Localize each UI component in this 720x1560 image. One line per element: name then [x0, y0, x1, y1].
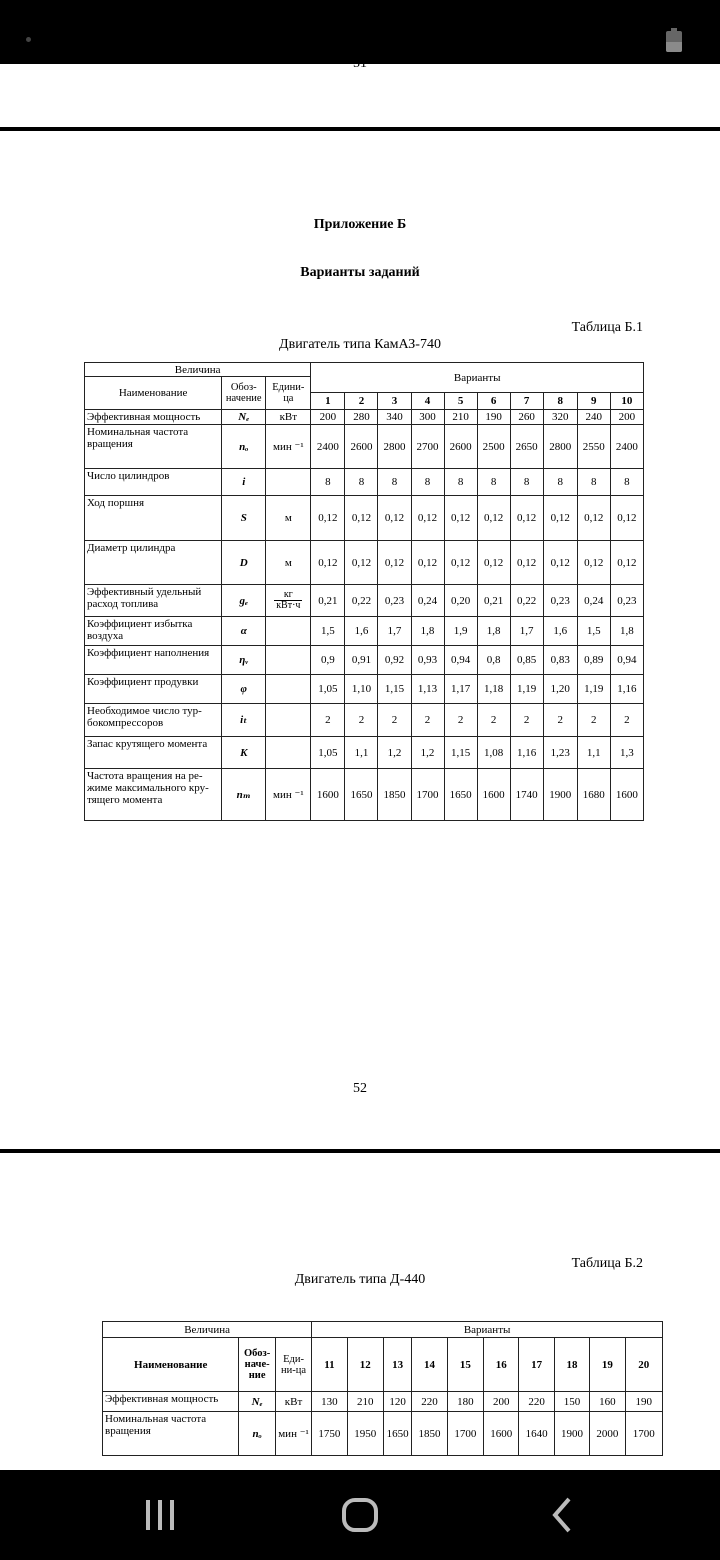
row-name: Эффективная мощность [85, 410, 222, 425]
table-cell: 1,7 [510, 617, 543, 646]
table-cell: 2 [378, 704, 411, 737]
page-number-top: 51 [353, 58, 367, 68]
table-cell: 1680 [577, 769, 610, 821]
table-cell: 1650 [444, 769, 477, 821]
table-row [85, 617, 644, 646]
table-row [85, 704, 644, 737]
table-cell: 0,12 [477, 541, 510, 585]
table-row [85, 410, 644, 425]
table-cell: 1750 [312, 1412, 347, 1456]
row-symbol: iₜ [222, 704, 266, 737]
table-row [85, 646, 644, 675]
row-symbol: ηᵥ [222, 646, 266, 675]
table-cell: 240 [577, 410, 610, 425]
table-cell: 2500 [477, 425, 510, 469]
back-icon [545, 1495, 579, 1535]
row-name: Ход поршня [85, 496, 222, 541]
table-cell: 0,12 [510, 541, 543, 585]
row-symbol: α [222, 617, 266, 646]
table-cell: 1,13 [411, 675, 444, 704]
table-cell: 0,12 [610, 541, 643, 585]
table-cell: 1,05 [311, 675, 345, 704]
row-unit: кВт [275, 1392, 311, 1412]
table-cell: 220 [412, 1392, 447, 1412]
row-unit: мин ⁻¹ [266, 769, 311, 821]
table-cell: 0,12 [411, 541, 444, 585]
table-cell: 1700 [625, 1412, 662, 1456]
variant-number: 1 [311, 393, 345, 410]
table-cell: 1,8 [477, 617, 510, 646]
header-name: Наименование [103, 1338, 239, 1392]
variant-number: 16 [484, 1338, 519, 1392]
table-cell: 0,12 [311, 496, 345, 541]
row-symbol: S [222, 496, 266, 541]
table-cell: 2550 [577, 425, 610, 469]
header-variants: Варианты [311, 363, 644, 393]
table-cell: 200 [484, 1392, 519, 1412]
row-symbol: Nₑ [222, 410, 266, 425]
table-cell: 1950 [347, 1412, 383, 1456]
table-cell: 1,2 [378, 737, 411, 769]
notification-dot-icon [26, 37, 31, 42]
table-cell: 280 [345, 410, 378, 425]
row-symbol: D [222, 541, 266, 585]
table-cell: 120 [383, 1392, 411, 1412]
table-cell: 2 [577, 704, 610, 737]
table-cell: 2 [543, 704, 577, 737]
table-row [85, 737, 644, 769]
row-symbol: nₒ [239, 1412, 275, 1456]
header-unit: Едини- ца [266, 377, 311, 410]
row-name: Число цилиндров [85, 469, 222, 496]
table-cell: 190 [625, 1392, 662, 1412]
table-cell: 8 [311, 469, 345, 496]
table-cell: 0,9 [311, 646, 345, 675]
variant-number: 18 [554, 1338, 589, 1392]
table-cell: 2 [444, 704, 477, 737]
table-cell: 0,24 [411, 585, 444, 617]
table-cell: 1,6 [345, 617, 378, 646]
table-cell: 8 [577, 469, 610, 496]
table-cell: 0,12 [610, 496, 643, 541]
table-cell: 2 [411, 704, 444, 737]
variant-number: 13 [383, 1338, 411, 1392]
table-cell: 0,12 [543, 496, 577, 541]
header-unit: Еди- ни-ца [275, 1338, 311, 1392]
variant-number: 11 [312, 1338, 347, 1392]
battery-icon [666, 28, 682, 52]
table-cell: 0,12 [543, 541, 577, 585]
table-cell: 1,19 [510, 675, 543, 704]
table-cell: 1,20 [543, 675, 577, 704]
table-cell: 1900 [543, 769, 577, 821]
table1-caption: Двигатель типа КамАЗ-740 [279, 337, 441, 352]
header-group: Величина [85, 363, 311, 377]
appendix-title: Приложение Б [313, 217, 407, 232]
table-cell: 130 [312, 1392, 347, 1412]
table-cell: 0,21 [311, 585, 345, 617]
table-cell: 1,15 [378, 675, 411, 704]
table-cell: 0,12 [378, 541, 411, 585]
table-cell: 1,19 [577, 675, 610, 704]
table-cell: 1650 [383, 1412, 411, 1456]
table-cell: 2 [311, 704, 345, 737]
table-cell: 0,8 [477, 646, 510, 675]
row-name: Эффективный удельный расход топлива [85, 585, 222, 617]
table-cell: 8 [610, 469, 643, 496]
table-cell: 1,5 [577, 617, 610, 646]
variant-number: 5 [444, 393, 477, 410]
table-cell: 2 [510, 704, 543, 737]
table-cell: 8 [345, 469, 378, 496]
header-group: Величина [103, 1322, 312, 1338]
table-cell: 200 [311, 410, 345, 425]
page-separator [0, 1149, 720, 1153]
table-cell: 0,92 [378, 646, 411, 675]
table2 [102, 1321, 663, 1456]
table-row [103, 1412, 663, 1456]
table-cell: 8 [543, 469, 577, 496]
table-cell: 1700 [447, 1412, 483, 1456]
table-cell: 2 [477, 704, 510, 737]
table-cell: 180 [447, 1392, 483, 1412]
table-cell: 2 [345, 704, 378, 737]
table-cell: 2000 [590, 1412, 625, 1456]
header-name: Наименование [85, 377, 222, 410]
table-cell: 0,20 [444, 585, 477, 617]
table-cell: 1,08 [477, 737, 510, 769]
table-cell: 1,1 [345, 737, 378, 769]
table-cell: 0,22 [510, 585, 543, 617]
recent-apps-button[interactable] [120, 1490, 200, 1540]
variant-number: 7 [510, 393, 543, 410]
table-cell: 0,12 [311, 541, 345, 585]
page-separator [0, 127, 720, 131]
table-row [85, 585, 644, 617]
row-symbol: Nₑ [239, 1392, 275, 1412]
table-cell: 1900 [554, 1412, 589, 1456]
section-title: Варианты заданий [300, 265, 420, 280]
table-cell: 0,94 [444, 646, 477, 675]
table-cell: 1,10 [345, 675, 378, 704]
recent-apps-icon [143, 1498, 177, 1532]
row-name: Эффективная мощность [103, 1392, 239, 1412]
table-cell: 1650 [345, 769, 378, 821]
table-cell: 190 [477, 410, 510, 425]
table-cell: 1600 [477, 769, 510, 821]
table-cell: 0,12 [477, 496, 510, 541]
row-name: Запас крутящего момента [85, 737, 222, 769]
row-unit: кВт [266, 410, 311, 425]
table2-caption: Двигатель типа Д-440 [294, 1272, 426, 1287]
row-unit [266, 469, 311, 496]
table-row [85, 675, 644, 704]
row-unit: м [266, 541, 311, 585]
table-cell: 0,24 [577, 585, 610, 617]
table-cell: 0,85 [510, 646, 543, 675]
table-cell: 1,16 [610, 675, 643, 704]
table-cell: 0,12 [378, 496, 411, 541]
row-symbol: nₘ [222, 769, 266, 821]
table-cell: 8 [378, 469, 411, 496]
row-name: Коэффициент избытка воздуха [85, 617, 222, 646]
row-symbol: K [222, 737, 266, 769]
table-cell: 8 [477, 469, 510, 496]
table-cell: 2800 [378, 425, 411, 469]
table-cell: 2400 [610, 425, 643, 469]
table-cell: 0,91 [345, 646, 378, 675]
unit-numerator: кг [274, 590, 302, 601]
table-cell: 0,12 [577, 496, 610, 541]
table-cell: 0,89 [577, 646, 610, 675]
table-cell: 8 [444, 469, 477, 496]
status-bar [0, 0, 720, 64]
table-row [103, 1392, 663, 1412]
table-cell: 1,23 [543, 737, 577, 769]
row-unit [266, 617, 311, 646]
variant-number: 10 [610, 393, 643, 410]
row-name: Коэффициент продувки [85, 675, 222, 704]
table-cell: 8 [411, 469, 444, 496]
table-cell: 1,5 [311, 617, 345, 646]
variant-number: 3 [378, 393, 411, 410]
table-cell: 1,8 [610, 617, 643, 646]
row-name: Необходимое число тур- бокомпрессоров [85, 704, 222, 737]
header-symbol: Обоз- наче- ние [239, 1338, 275, 1392]
variant-number: 17 [519, 1338, 554, 1392]
table-row [85, 541, 644, 585]
variant-number: 14 [412, 1338, 447, 1392]
table-cell: 1850 [412, 1412, 447, 1456]
page-number-bottom: 52 [353, 1081, 367, 1096]
table-cell: 2600 [444, 425, 477, 469]
variant-number: 8 [543, 393, 577, 410]
table-cell: 210 [444, 410, 477, 425]
table-cell: 1,7 [378, 617, 411, 646]
table1-label: Таблица Б.1 [571, 320, 643, 335]
table-cell: 2600 [345, 425, 378, 469]
navigation-bar [0, 1470, 720, 1560]
table-cell: 210 [347, 1392, 383, 1412]
table-cell: 0,21 [477, 585, 510, 617]
row-symbol: φ [222, 675, 266, 704]
table-cell: 1850 [378, 769, 411, 821]
row-symbol: gₑ [222, 585, 266, 617]
back-button[interactable] [522, 1490, 602, 1540]
table-cell: 0,23 [543, 585, 577, 617]
table-cell: 0,94 [610, 646, 643, 675]
table-cell: 1,3 [610, 737, 643, 769]
table-cell: 200 [610, 410, 643, 425]
table-cell: 1,9 [444, 617, 477, 646]
table2-label: Таблица Б.2 [571, 1256, 643, 1271]
table-cell: 1600 [484, 1412, 519, 1456]
table-cell: 0,23 [378, 585, 411, 617]
row-unit [266, 704, 311, 737]
table-cell: 0,22 [345, 585, 378, 617]
home-button[interactable] [320, 1490, 400, 1540]
row-name: Частота вращения на ре- жиме максимального кру- тящего момента [85, 769, 222, 821]
table-cell: 1,15 [444, 737, 477, 769]
table-row [85, 496, 644, 541]
row-unit: мин ⁻¹ [275, 1412, 311, 1456]
table-cell: 260 [510, 410, 543, 425]
table-cell: 2800 [543, 425, 577, 469]
row-name: Номинальная частота вращения [103, 1412, 239, 1456]
table-cell: 0,12 [444, 541, 477, 585]
table-cell: 0,83 [543, 646, 577, 675]
variant-number: 15 [447, 1338, 483, 1392]
table-cell: 1,2 [411, 737, 444, 769]
row-unit: м [266, 496, 311, 541]
table-cell: 1740 [510, 769, 543, 821]
table-cell: 1700 [411, 769, 444, 821]
table-cell: 1,17 [444, 675, 477, 704]
table-cell: 1600 [311, 769, 345, 821]
table-cell: 1,16 [510, 737, 543, 769]
table-cell: 8 [510, 469, 543, 496]
variant-number: 19 [590, 1338, 625, 1392]
table-cell: 0,12 [577, 541, 610, 585]
variant-number: 20 [625, 1338, 662, 1392]
table-cell: 0,12 [345, 496, 378, 541]
table-cell: 2650 [510, 425, 543, 469]
table-cell: 0,12 [411, 496, 444, 541]
table-cell: 1,8 [411, 617, 444, 646]
row-unit: мин ⁻¹ [266, 425, 311, 469]
row-unit [266, 585, 311, 617]
variant-number: 12 [347, 1338, 383, 1392]
table-cell: 0,12 [345, 541, 378, 585]
table-cell: 320 [543, 410, 577, 425]
table-cell: 1600 [610, 769, 643, 821]
row-symbol: i [222, 469, 266, 496]
table-cell: 1640 [519, 1412, 554, 1456]
table-cell: 160 [590, 1392, 625, 1412]
table-row [85, 425, 644, 469]
table-row [85, 469, 644, 496]
variant-number: 6 [477, 393, 510, 410]
table-cell: 1,05 [311, 737, 345, 769]
table-cell: 340 [378, 410, 411, 425]
table-cell: 300 [411, 410, 444, 425]
row-name: Коэффициент наполнения [85, 646, 222, 675]
table-cell: 2700 [411, 425, 444, 469]
row-symbol: nₒ [222, 425, 266, 469]
variant-number: 2 [345, 393, 378, 410]
unit-denominator: кВт·ч [276, 600, 301, 611]
table1 [84, 362, 644, 821]
variant-number: 9 [577, 393, 610, 410]
header-symbol: Обоз- начение [222, 377, 266, 410]
variant-number: 4 [411, 393, 444, 410]
table-cell: 220 [519, 1392, 554, 1412]
header-variants: Варианты [312, 1322, 663, 1338]
table-cell: 1,1 [577, 737, 610, 769]
table-cell: 2400 [311, 425, 345, 469]
home-icon [340, 1495, 380, 1535]
unit-fraction [274, 590, 302, 611]
row-name: Номинальная частота вращения [85, 425, 222, 469]
table-cell: 1,18 [477, 675, 510, 704]
table-cell: 2 [610, 704, 643, 737]
row-unit [266, 646, 311, 675]
table-cell: 1,6 [543, 617, 577, 646]
row-name: Диаметр цилиндра [85, 541, 222, 585]
table-cell: 0,12 [444, 496, 477, 541]
table-row [85, 769, 644, 821]
table-cell: 0,12 [510, 496, 543, 541]
table-cell: 0,23 [610, 585, 643, 617]
table-cell: 150 [554, 1392, 589, 1412]
row-unit [266, 675, 311, 704]
table-cell: 0,93 [411, 646, 444, 675]
row-unit [266, 737, 311, 769]
